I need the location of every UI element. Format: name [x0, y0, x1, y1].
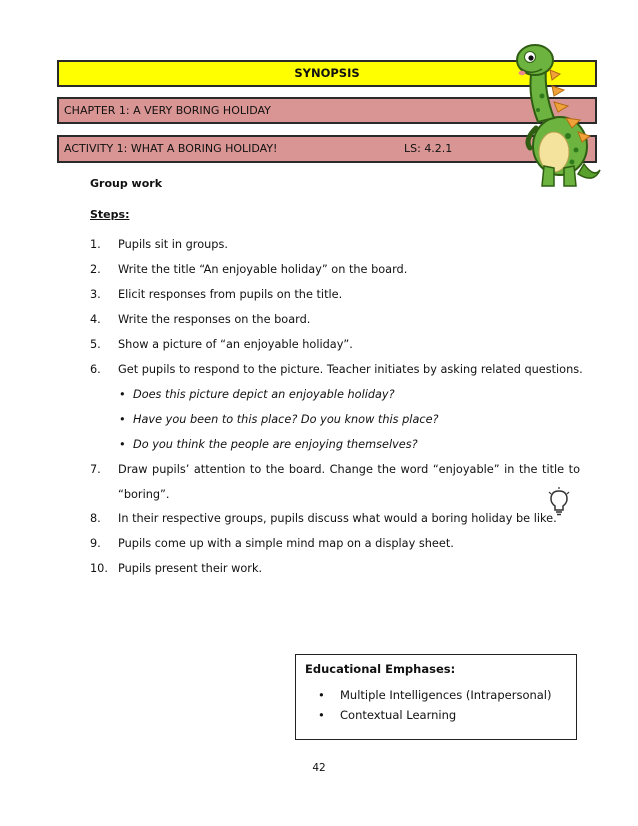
step-text: Pupils present their work. — [118, 562, 263, 575]
step-number: 10. — [90, 562, 108, 575]
page-number: 42 — [312, 762, 326, 774]
step-number: 7. — [90, 463, 101, 476]
step-text: Write the responses on the board. — [118, 313, 311, 326]
question-text: Does this picture depict an enjoyable holiday? — [133, 388, 395, 401]
bullet-icon: • — [119, 438, 126, 451]
activity-title: ACTIVITY 1: WHAT A BORING HOLIDAY! — [64, 142, 278, 155]
synopsis-title: SYNOPSIS — [294, 66, 360, 80]
step-number: 1. — [90, 238, 101, 251]
educational-emphases-box — [295, 654, 577, 740]
step-text: Draw pupils’ attention to the board. Change the word “enjoyable” in the title to — [118, 463, 580, 476]
step-number: 6. — [90, 363, 101, 376]
step-text: Elicit responses from pupils on the title. — [118, 288, 343, 301]
emphasis-text: Multiple Intelligences (Intrapersonal) — [340, 688, 552, 702]
bullet-icon: • — [318, 688, 325, 702]
step-text: Pupils sit in groups. — [118, 238, 228, 251]
step-number: 4. — [90, 313, 101, 326]
step-text-continuation: “boring”. — [118, 488, 170, 501]
step-text: Show a picture of “an enjoyable holiday”. — [118, 338, 353, 351]
question-text: Do you think the people are enjoying themselves? — [133, 438, 418, 451]
dinosaur-icon — [508, 36, 604, 192]
emphases-title: Educational Emphases: — [305, 662, 456, 676]
bullet-icon: • — [318, 708, 325, 722]
learning-standard: LS: 4.2.1 — [404, 142, 453, 155]
step-text: Pupils come up with a simple mind map on a display sheet. — [118, 537, 454, 550]
step-number: 2. — [90, 263, 101, 276]
step-text: Write the title “An enjoyable holiday” on the board. — [118, 263, 408, 276]
chapter-title: CHAPTER 1: A VERY BORING HOLIDAY — [64, 104, 271, 117]
step-number: 3. — [90, 288, 101, 301]
group-work-label: Group work — [90, 177, 163, 190]
lightbulb-icon — [547, 487, 571, 517]
bullet-icon: • — [119, 388, 126, 401]
emphasis-text: Contextual Learning — [340, 708, 457, 722]
steps-heading: Steps: — [90, 208, 130, 221]
step-text: In their respective groups, pupils discuss what would a boring holiday be like. — [118, 512, 557, 525]
step-number: 5. — [90, 338, 101, 351]
step-number: 9. — [90, 537, 101, 550]
step-text: Get pupils to respond to the picture. Teacher initiates by asking related questions. — [118, 363, 583, 376]
question-text: Have you been to this place? Do you know this place? — [133, 413, 439, 426]
bullet-icon: • — [119, 413, 126, 426]
step-number: 8. — [90, 512, 101, 525]
